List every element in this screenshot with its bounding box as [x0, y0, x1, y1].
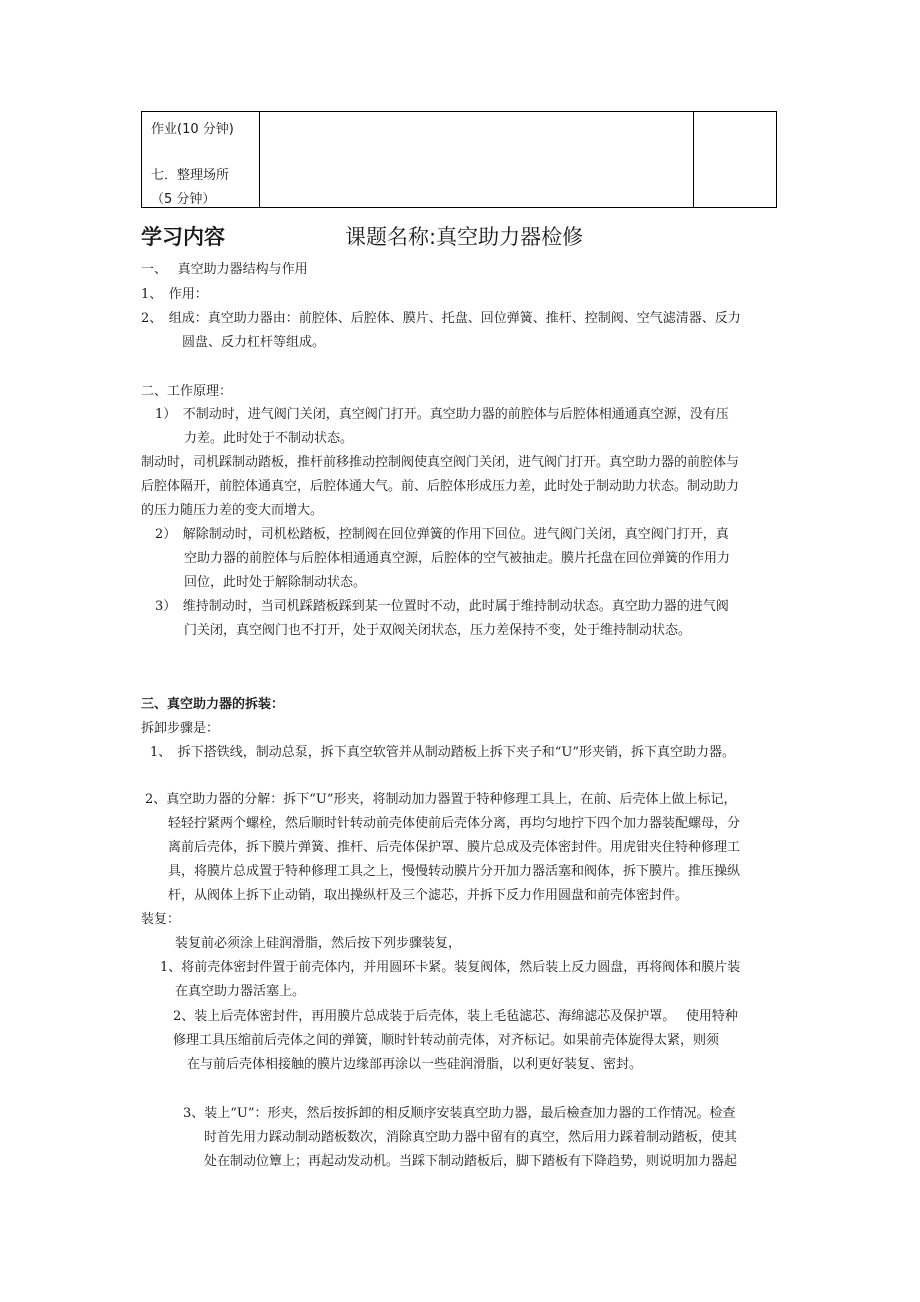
table-cell-homework: 作业(10 分钟): [151, 122, 234, 137]
table-cell-duration: （5 分钟）: [151, 192, 216, 207]
text-line: 1、 拆下搭铁线，制动总泵，拆下真空软管并从制动踏板上拆下夹子和“U”形夹销，拆下真空助力器。: [150, 745, 736, 760]
text-line: 1、 作用：: [141, 287, 208, 302]
text-line: 轻轻拧紧两个螺栓，然后顺时针转动前壳体使前后壳体分离，再均匀地拧下四个加力器装配螺母，分: [168, 816, 741, 831]
text-line: 装复前必须涂上硅润滑脂，然后按下列步骤装复，: [175, 936, 462, 951]
text-line: 二、工作原理：: [141, 384, 233, 399]
text-line: 装复：: [141, 912, 181, 927]
text-line: 具，将膜片总成置于特种修理工具之上，慢慢转动膜片分开加力器活塞和阀体，拆下膜片。推压操纵: [168, 864, 741, 879]
text-line: 处在制动位簟上；再起动发动机。当踩下制动踏板后，脚下踏板有下降趋势，则说明加力器起: [204, 1154, 738, 1169]
text-line: 的压力随压力差的变大而增大。: [141, 503, 324, 518]
text-line: 2、真空助力器的分解：拆下“U”形夹，将制动加力器置于特种修理工具上，在前、后壳体上做上标记，: [145, 792, 737, 807]
table-divider: [693, 112, 694, 207]
section-title-disassembly: 三、真空助力器的拆装：: [141, 697, 285, 712]
section-heading: 学习内容: [141, 225, 225, 249]
text-line: 2、装上后壳体密封件，再用膜片总成装于后壳体，装上毛毡滤芯、海绵滤芯及保护罩。 使用特种: [173, 1009, 738, 1024]
text-line: 2） 解除制动时，司机松踏板，控制阀在回位弹簧的作用下回位。进气阀门关闭，真空阀门打开，真: [155, 527, 729, 542]
table-divider: [259, 112, 260, 207]
text-line: 拆卸步骤是：: [141, 721, 220, 736]
text-line: 在真空助力器活塞上。: [175, 984, 306, 999]
text-line: 2、 组成：真空助力器由：前腔体、后腔体、膜片、托盘、回位弹簧、推杆、控制阀、空气滤清器、反力: [141, 311, 741, 326]
text-line: 圆盘、反力杠杆等组成。: [182, 335, 326, 350]
text-line: 空助力器的前腔体与后腔体相通通真空源，后腔体的空气被抽走。膜片托盘在回位弹簧的作用力: [184, 551, 731, 566]
text-line: 力差。此时处于不制动状态。: [184, 431, 354, 446]
topic-title: 课题名称:真空助力器检修: [345, 225, 584, 249]
schedule-table: [141, 111, 777, 208]
text-line: 1） 不制动时，进气阀门关闭，真空阀门打开。真空助力器的前腔体与后腔体相通通真空源，没有压: [155, 407, 729, 422]
table-cell-cleanup: 七．整理场所: [151, 168, 230, 183]
text-line: 3） 维持制动时，当司机踩踏板踩到某一位置时不动，此时属于维持制动状态。真空助力器的进气阀: [155, 599, 729, 614]
text-line: 门关闭，真空阀门也不打开，处于双阀关闭状态，压力差保持不变，处于维持制动状态。: [184, 623, 692, 638]
text-line: 1、将前壳体密封件置于前壳体内，并用圆环卡紧。装复阀体，然后装上反力圆盘，再将阀体和膜片装: [160, 960, 741, 975]
text-line: 一、 真空助力器结构与作用: [141, 262, 308, 277]
text-line: 在与前后壳体相接触的膜片边缘部再涂以一些硅润滑脂，以利更好装复、密封。: [187, 1057, 643, 1072]
text-line: 修理工具压缩前后壳体之间的弹簧，顺时针转动前壳体，对齐标记。如果前壳体旋得太紧，则须: [173, 1033, 720, 1048]
text-line: 离前后壳体，拆下膜片弹簧、推杆、后壳体保护罩、膜片总成及壳体密封件。用虎钳夹住特种修理工: [168, 840, 741, 855]
text-line: 回位，此时处于解除制动状态。: [184, 575, 367, 590]
text-line: 制动时，司机踩制动踏板，推杆前移推动控制阀使真空阀门关闭，进气阀门打开。真空助力器的前腔体与: [141, 455, 740, 470]
text-line: 杆，从阀体上拆下止动销，取出操纵杆及三个滤芯，并拆下反力作用圆盘和前壳体密封件。: [168, 888, 689, 903]
text-line: 时首先用力踩动制动踏板数次，消除真空助力器中留有的真空，然后用力踩着制动踏板，使其: [204, 1130, 738, 1145]
text-line: 后腔体隔开，前腔体通真空，后腔体通大气。前、后腔体形成压力差，此时处于制动助力状态。制动助力: [141, 479, 740, 494]
text-line: 3、装上“U”：形夹，然后按拆卸的相反顺序安装真空助力器，最后檢查加力器的工作情况。检查: [183, 1106, 736, 1121]
